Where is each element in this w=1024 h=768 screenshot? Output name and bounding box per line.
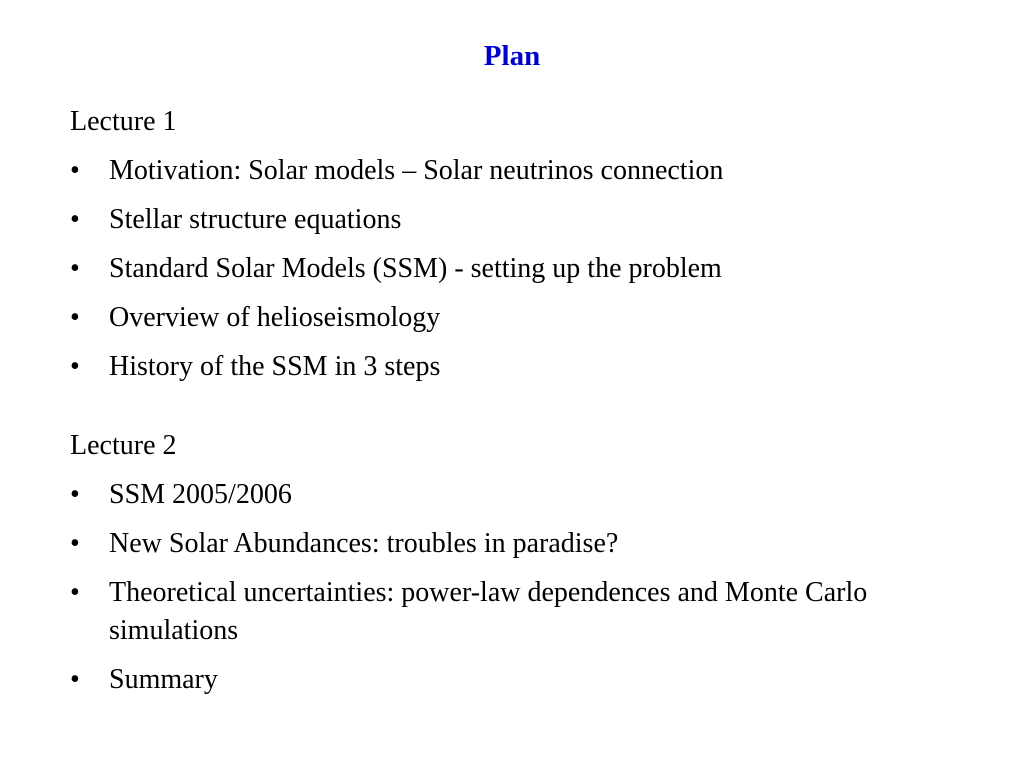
bullet-icon: •: [70, 204, 80, 235]
bullet-icon: •: [70, 351, 80, 382]
slide-title: Plan: [483, 40, 541, 72]
bullet-item: [70, 661, 970, 699]
bullet-icon: •: [70, 528, 80, 559]
bullet-icon: •: [70, 577, 80, 608]
bullet-text: Standard Solar Models (SSM) - setting up the problem: [109, 253, 722, 284]
bullet-list: [70, 152, 970, 386]
bullet-item: [70, 152, 970, 190]
bullet-icon: •: [70, 155, 80, 186]
lecture-2-section: [70, 427, 970, 710]
bullet-text: Motivation: Solar models – Solar neutrinos connection: [109, 155, 724, 186]
bullet-icon: •: [70, 479, 80, 510]
bullet-item: [70, 476, 970, 514]
bullet-text: Overview of helioseismology: [109, 302, 441, 333]
bullet-text: History of the SSM in 3 steps: [109, 351, 441, 382]
section-heading: Lecture 1: [70, 106, 177, 137]
bullet-list: [70, 476, 970, 699]
bullet-text: SSM 2005/2006: [109, 479, 292, 510]
bullet-text: Summary: [109, 664, 218, 695]
bullet-text: New Solar Abundances: troubles in paradise?: [109, 528, 619, 559]
bullet-icon: •: [70, 302, 80, 333]
bullet-text: Stellar structure equations: [109, 204, 402, 235]
section-heading: Lecture 2: [70, 430, 177, 461]
bullet-item: [70, 250, 970, 288]
bullet-item: [70, 574, 970, 650]
bullet-icon: •: [70, 664, 80, 695]
bullet-item: [70, 348, 970, 386]
bullet-item: [70, 525, 970, 563]
lecture-1-section: [70, 103, 970, 397]
bullet-item: [70, 201, 970, 239]
bullet-text: Theoretical uncertainties: power-law dependences and Monte Carlo simulations: [109, 577, 868, 646]
bullet-icon: •: [70, 253, 80, 284]
bullet-item: [70, 299, 970, 337]
